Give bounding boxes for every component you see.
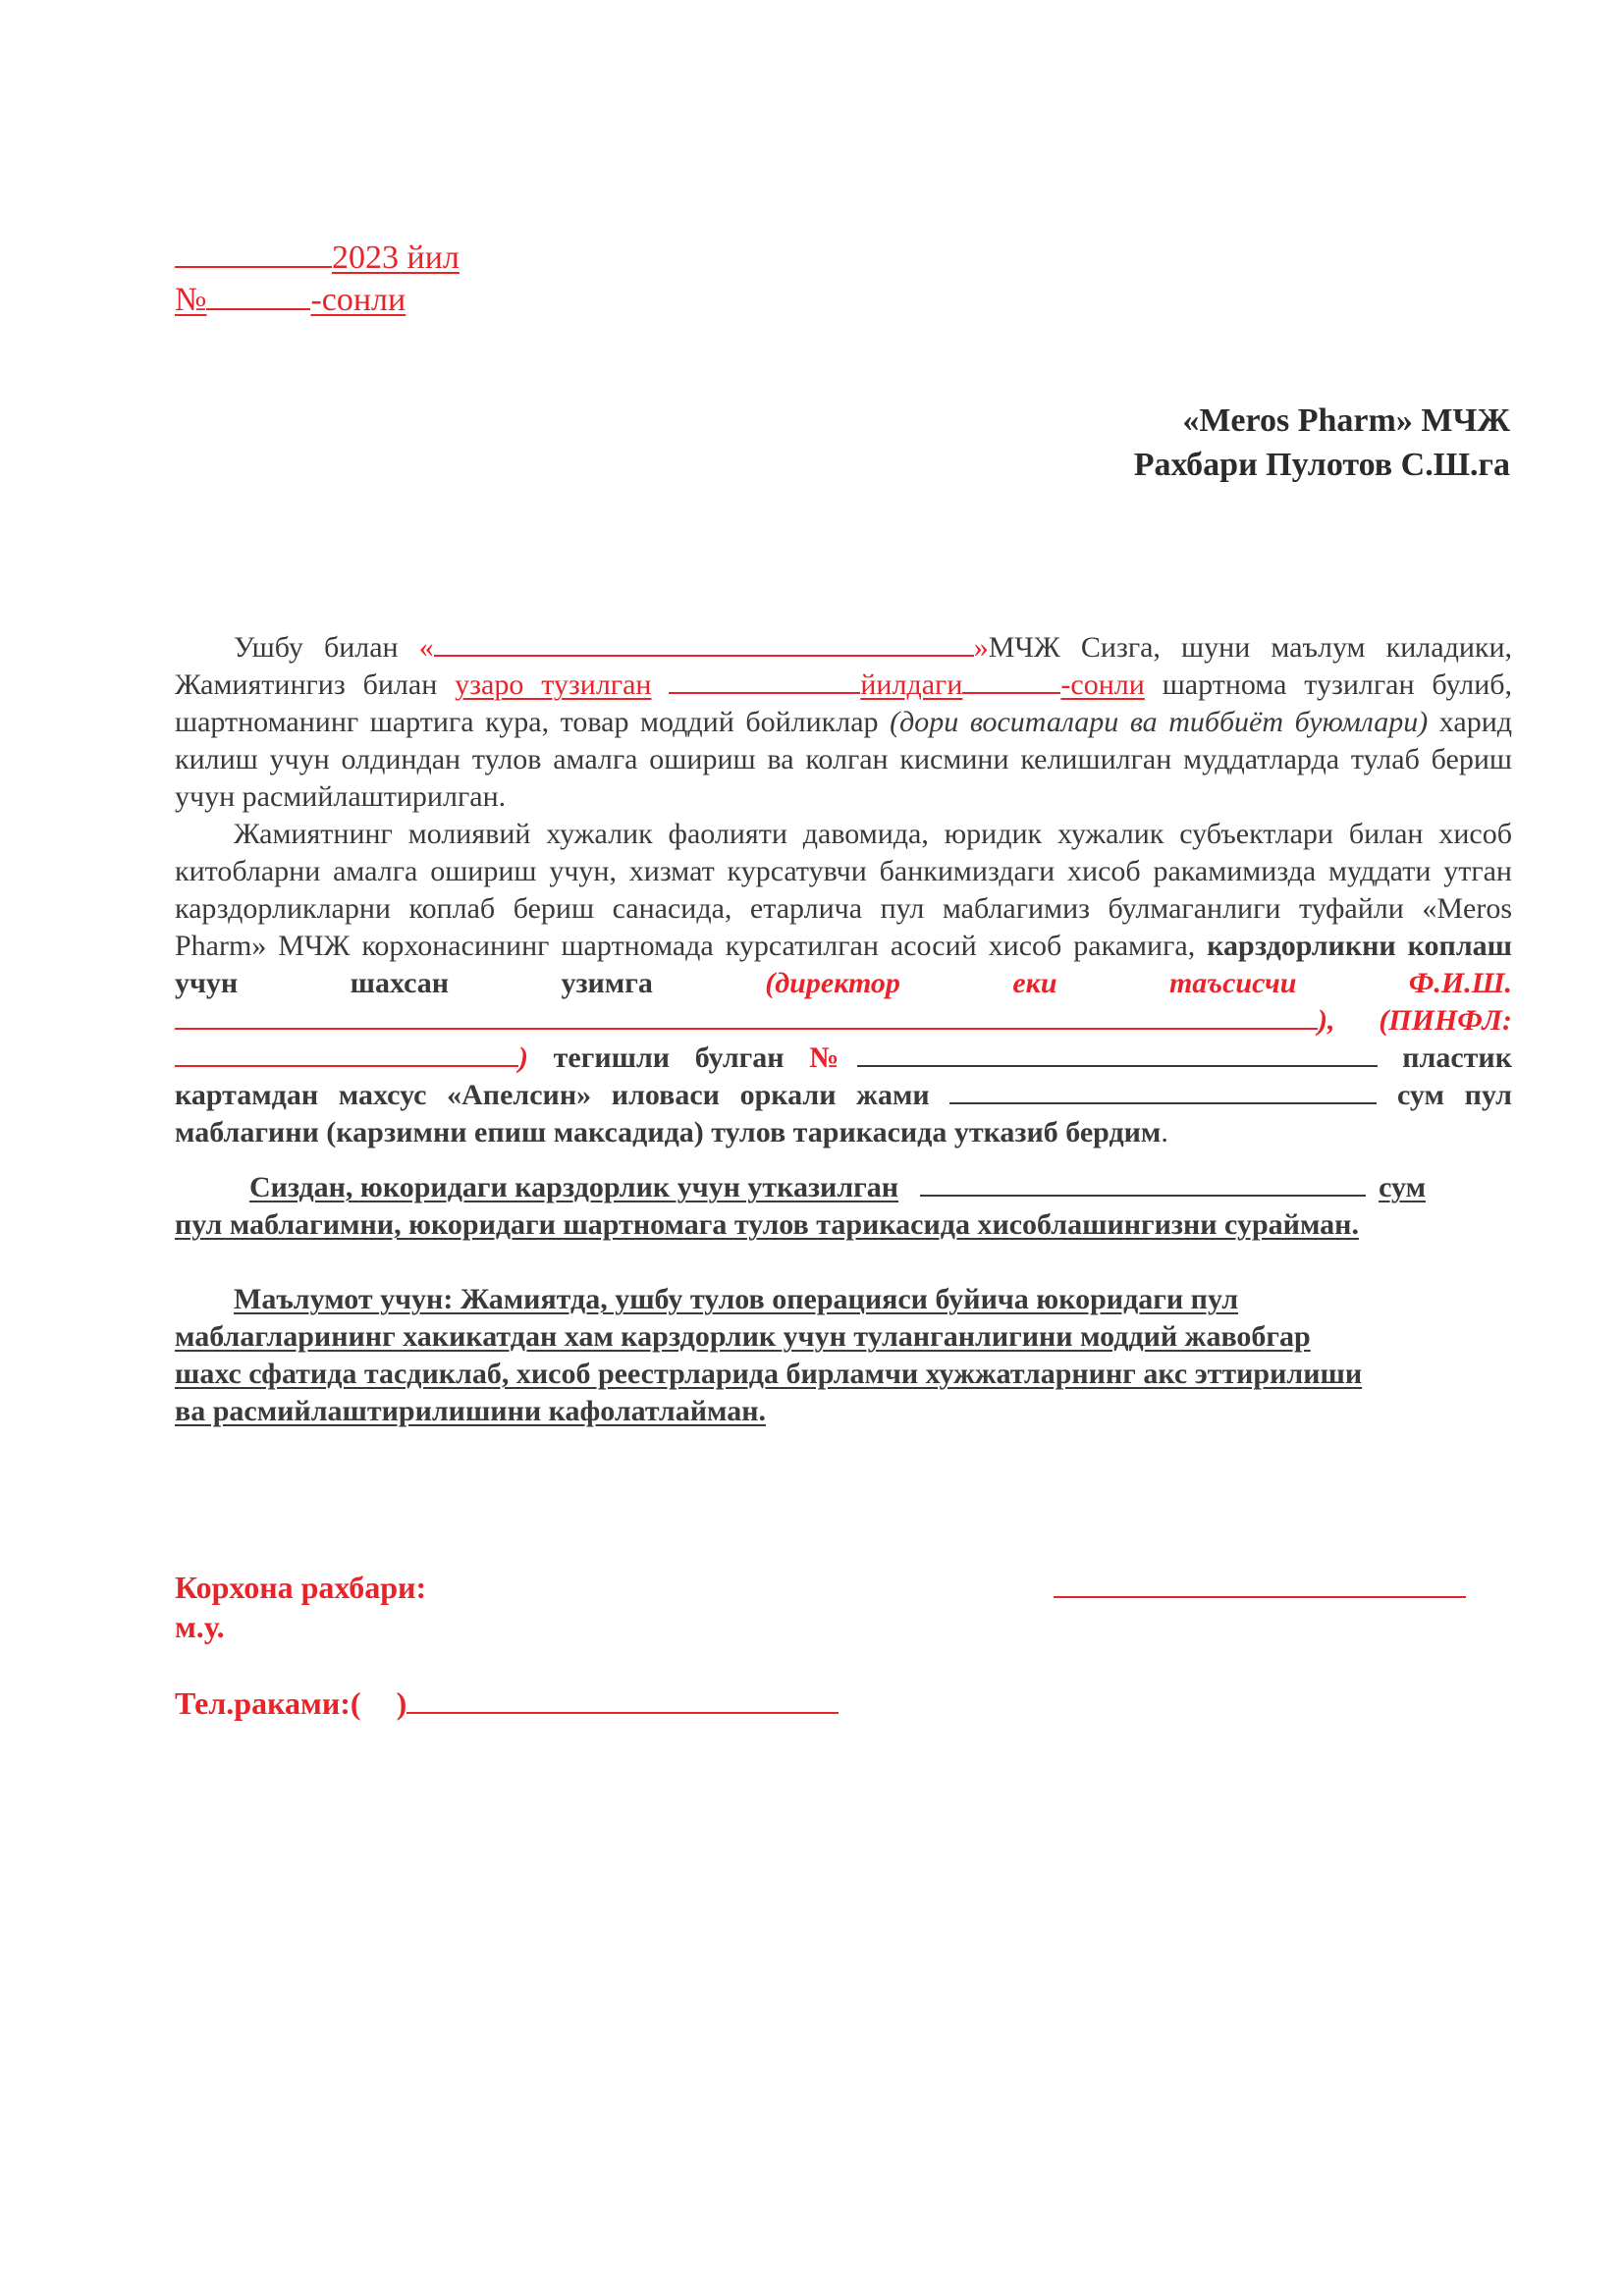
addressee-block xyxy=(1134,399,1510,487)
info-line4: ва расмийлаштирилишини кафолатлайман. xyxy=(175,1395,767,1427)
payment-bold: карздорликни коплаш учун шахсан узимга xyxy=(175,930,1512,999)
addressee-director: Рахбари Пулотов С.Ш.га xyxy=(1133,447,1510,483)
card-number-sign: № xyxy=(809,1041,857,1074)
date-blank xyxy=(175,265,332,268)
letter-body xyxy=(175,629,1512,1430)
org-name-field: « » xyxy=(418,631,989,664)
intro-contract-text: шартнома тузилган булиб, шартноманинг шартига кура, товар моддий бойликлар xyxy=(175,668,1513,738)
info-line2: маблагларининг хакикатдан хам карздорлик учун туланганлигини моддий жавобгар xyxy=(175,1320,1311,1353)
phone-blank xyxy=(406,1711,839,1714)
intro-start: Ушбу билан xyxy=(234,631,399,664)
addressee-company: «Meros Pharm» МЧЖ xyxy=(1182,402,1510,439)
director-signature-line xyxy=(175,1568,426,1607)
belong-text: тегишли булган xyxy=(553,1041,785,1074)
director-note: (директор еки таъсисчи xyxy=(765,967,1297,999)
info-line1: Маълумот учун: Жамиятда, ушбу тулов операцияси буйича юкоридаги пул xyxy=(234,1283,1239,1315)
number-blank xyxy=(206,307,310,310)
director-label: Корхона рахбари: xyxy=(175,1570,427,1605)
amount-blank xyxy=(949,1101,1377,1104)
intro-org: МЧЖ Сизга, шуни маълум киладики, Жамиятингиз билан xyxy=(175,631,1513,701)
goods-note: (дори воситалари ва тиббиёт буюмлари) xyxy=(890,706,1429,738)
intro-tail: харид килиш учун олдиндан тулов амалга ошириш ва колган кисмини келишилган муддатларда тулаб бериш учун расмийлаштирилган. xyxy=(175,706,1513,813)
contract-type: узаро тузилган xyxy=(455,668,652,701)
sum-text: сум пул маблагини (карзимни епиш максадида) тулов тарикасида утказиб бердим xyxy=(175,1079,1513,1148)
paragraph-intro xyxy=(175,629,1512,816)
card-text: пластик картамдан махсус «Апелсин» иловаси оркали жами xyxy=(175,1041,1512,1111)
fio-field: Ф.И.Ш.), xyxy=(175,967,1512,1037)
number-sign: № xyxy=(175,282,207,318)
paragraph-request-line2: пул маблагимни, юкоридаги шартномага тулов тарикасида хисоблашингизни сурайман. xyxy=(175,1208,1359,1241)
date-line xyxy=(175,238,460,279)
pinfl-field: (ПИНФЛ:) xyxy=(175,1004,1512,1074)
payment-text: Жамиятнинг молиявий хужалик фаолияти давомида, юридик хужалик субъектлари билан хисоб китобларни амалга ошириш учун, хизмат курсатувчи банкимиздаги хисоб ракамимизда муддати утган карздорликларни коплаб бериш санасида, етарлича пул маблагимиз булмаганлиги туфайли «Meros Pharm» МЧЖ корхонасининг шартномада курсатилган асосий хисоб ракамига, xyxy=(175,818,1512,962)
signature-blank-wrap xyxy=(1054,1568,1466,1607)
number-suffix: -сонли xyxy=(310,282,406,318)
paragraph-request-line1: Сиздан, юкоридаги карздорлик учун утказилган сум xyxy=(249,1171,1427,1203)
info-line3: шахс сфатида тасдиклаб, хисоб реестрларида бирламчи хужжатларнинг акс эттирилиши xyxy=(175,1358,1363,1390)
signature-blank xyxy=(1054,1595,1466,1598)
date-year: 2023 йил xyxy=(332,240,460,276)
phone-line: Тел.раками:( ) xyxy=(175,1683,839,1723)
stamp-label: м.у. xyxy=(175,1609,225,1644)
phone-label: Тел.раками:( xyxy=(175,1685,361,1721)
paragraph-payment: Жамиятнинг молиявий хужалик фаолияти давомида, юридик хужалик субъектлари билан хисоб китобларни амалга ошириш учун, хизмат курсатувчи банкимиздаги хисоб ракамимизда муддати утган карздорликларни коплаб бериш санасида, етарлича пул маблагимиз булмаганлиги туфайли «Meros Pharm» МЧЖ корхонасининг шартномада курсатилган асосий хисоб ракамига, карздорликни коплаш учун шахсан узимга (директор еки таъсисчи Ф.И.Ш.), (ПИНФЛ:) тегишли булган № пластик картамдан махсус «Апелсин» иловаси оркали жами сум пул маблагини (карзимни епиш максадида) тулов тарикасида утказиб бердим. xyxy=(175,818,1513,1148)
number-line xyxy=(175,280,406,321)
contract-date-field: йилдаги -сонли xyxy=(669,668,1144,701)
card-number-blank xyxy=(857,1064,1378,1067)
